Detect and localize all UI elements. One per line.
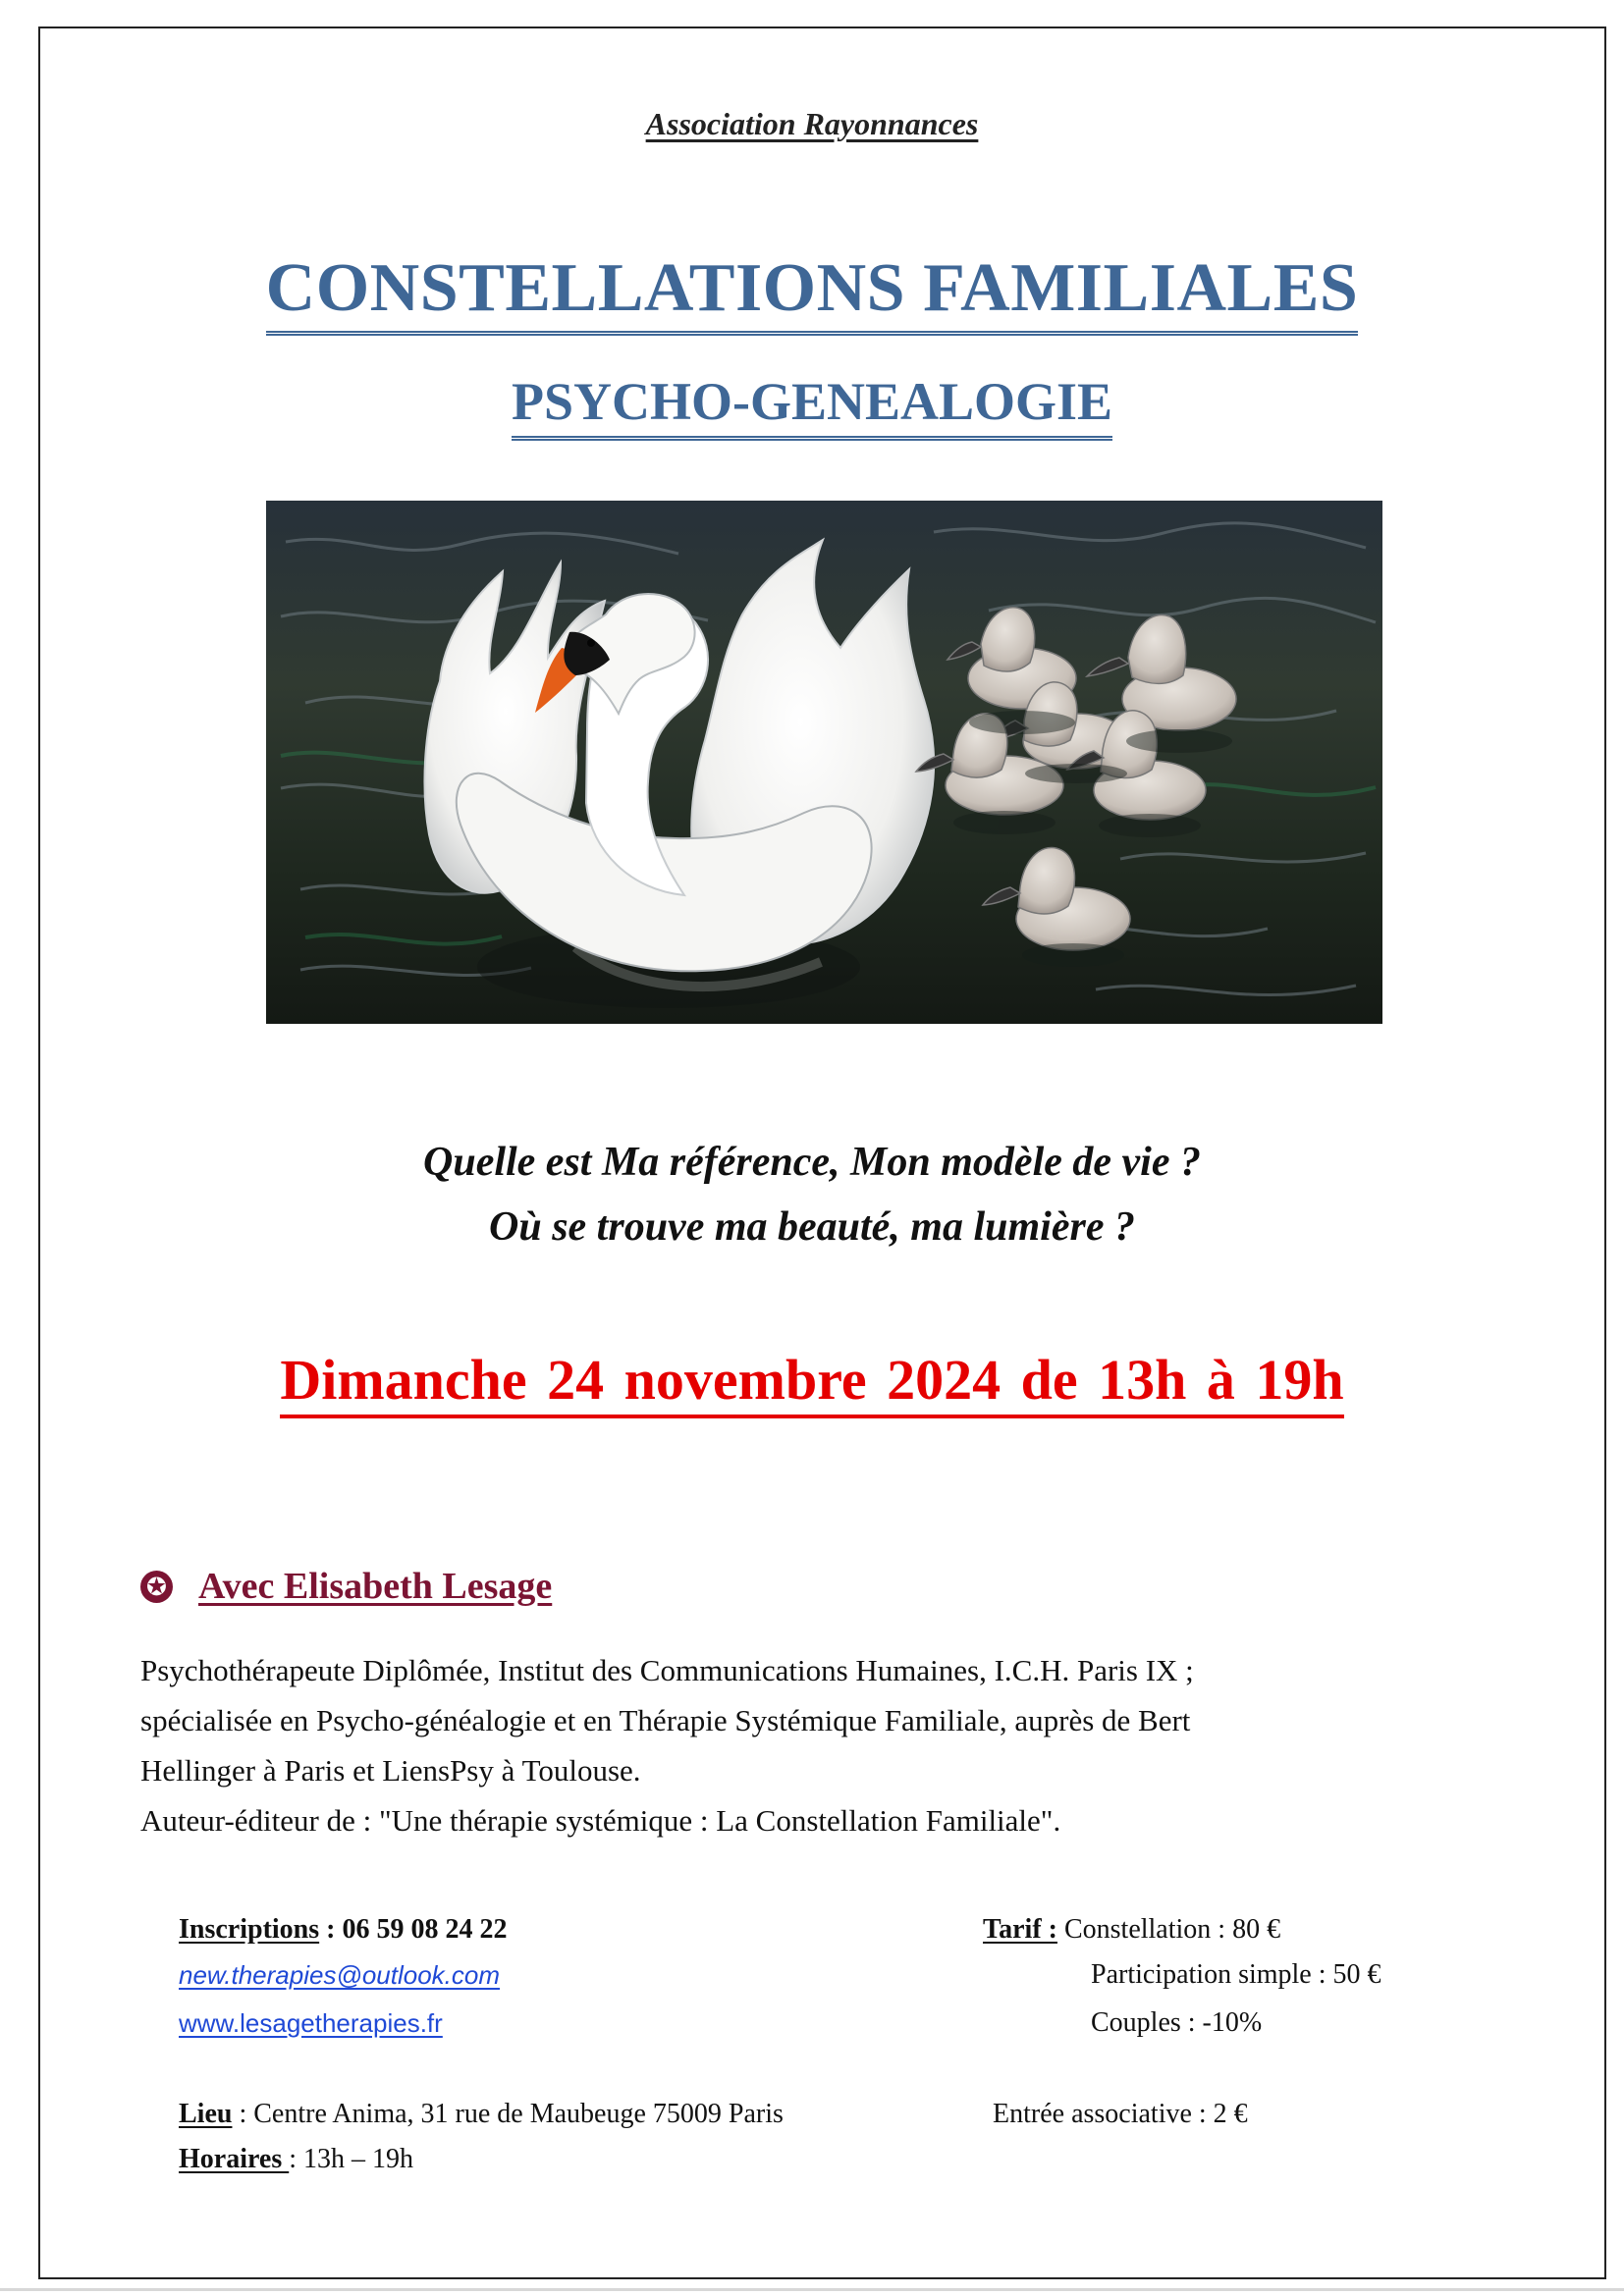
page-title-text: CONSTELLATIONS FAMILIALES	[266, 250, 1359, 336]
bottom-divider	[0, 2288, 1624, 2291]
presenter-heading	[140, 1565, 552, 1608]
event-date-text: Dimanche 24 novembre 2024 de 13h à 19h	[280, 1352, 1343, 1418]
inscriptions-line	[179, 1907, 507, 1952]
association-name: Association Rayonnances	[645, 106, 979, 141]
tarif-constellation: Constellation : 80 €	[1056, 1914, 1281, 1945]
horaires-label: Horaires	[179, 2144, 290, 2174]
event-date	[0, 1347, 1624, 1418]
page-title	[0, 250, 1624, 336]
horaires-value: : 13h – 19h	[289, 2144, 414, 2174]
tarif-line-3: Couples : -10%	[1091, 2007, 1263, 2038]
bio-line-2: spécialisée en Psycho-généalogie et en Thérapie Systémique Familiale, auprès de Bert	[140, 1703, 1191, 1737]
question-line-2: Où se trouve ma beauté, ma lumière ?	[489, 1204, 1135, 1250]
star-icon: ✪	[140, 1571, 173, 1603]
website-line	[179, 2001, 443, 2047]
lieu-label: Lieu	[179, 2099, 233, 2129]
question-line-1: Quelle est Ma référence, Mon modèle de vie ?	[423, 1140, 1201, 1185]
entree-associative: Entrée associative : 2 €	[993, 2099, 1248, 2129]
presenter-bio	[140, 1645, 1510, 1845]
page-subtitle-text: PSYCHO-GENEALOGIE	[512, 373, 1112, 441]
lieu-value: : Centre Anima, 31 rue de Maubeuge 75009 Paris	[232, 2099, 784, 2129]
presenter-name: Avec Elisabeth Lesage	[198, 1566, 553, 1607]
lieu-line	[179, 2092, 784, 2137]
bio-line-1: Psychothérapeute Diplômée, Institut des Communications Humaines, I.C.H. Paris IX ;	[140, 1653, 1194, 1687]
page-subtitle	[0, 373, 1624, 441]
inscriptions-label: Inscriptions	[179, 1914, 320, 1945]
tarif-label: Tarif :	[983, 1914, 1057, 1945]
tarif-line-2: Participation simple : 50 €	[1091, 1959, 1381, 1990]
bio-line-4: Auteur-éditeur de : "Une thérapie systémique : La Constellation Familiale".	[140, 1803, 1061, 1838]
email-link[interactable]: new.therapies@outlook.com	[179, 1960, 501, 1990]
website-link[interactable]: www.lesagetherapies.fr	[179, 2008, 443, 2038]
swan-family-photo	[266, 501, 1382, 1024]
email-line	[179, 1952, 500, 1999]
horaires-line	[179, 2137, 413, 2182]
tarif-line-1	[983, 1907, 1280, 1952]
inscriptions-phone: : 06 59 08 24 22	[319, 1914, 508, 1945]
bio-line-3: Hellinger à Paris et LiensPsy à Toulouse.	[140, 1753, 641, 1788]
